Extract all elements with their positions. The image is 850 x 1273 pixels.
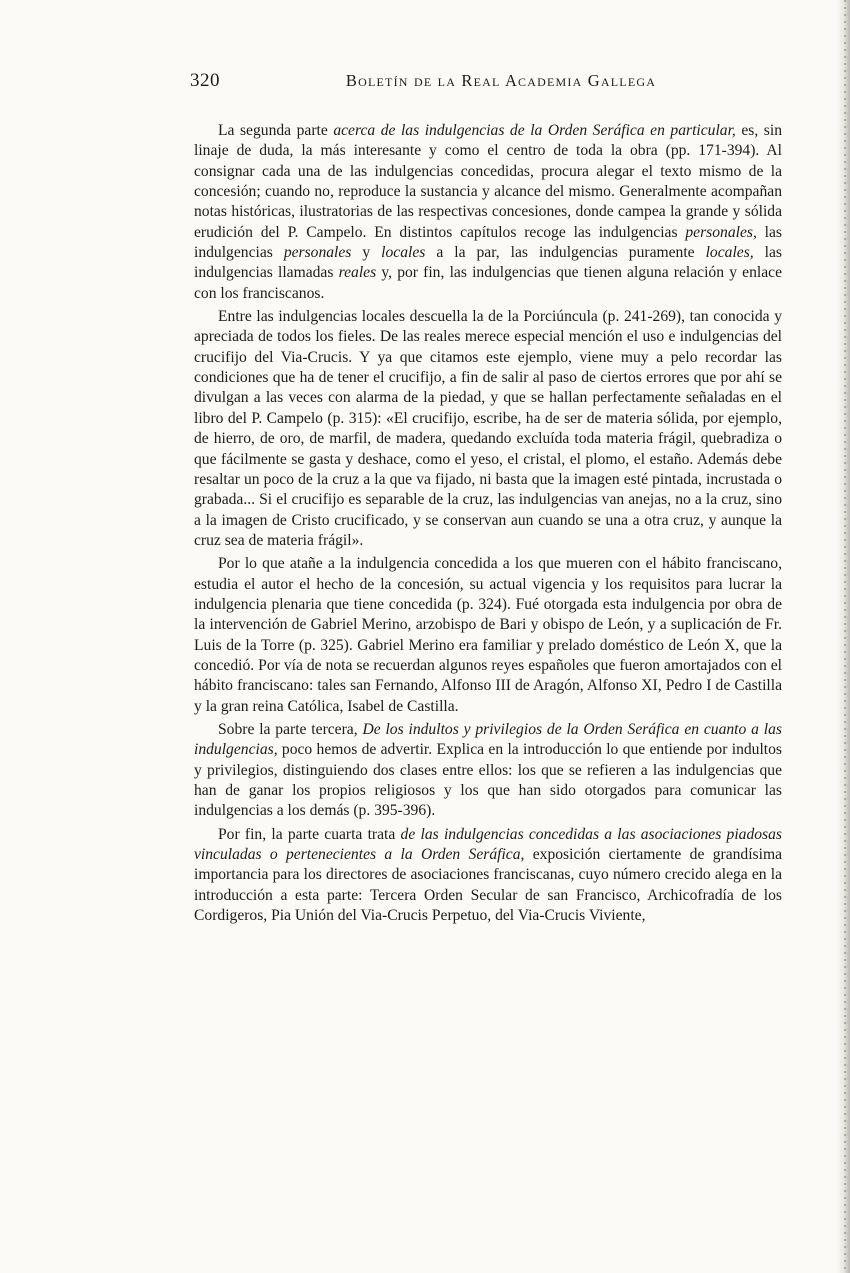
page-edge-shadow [836,0,850,1273]
text-run: Sobre la parte tercera, [218,720,363,738]
italic-run: personales [283,244,352,262]
paragraph-5 [194,825,782,927]
text-run: poco hemos de advertir. Explica en la introducción lo que entiende por indultos y privilegios, distinguiendo dos clases entre ellos: los que se refieren a las indulgencias que han de ganar los propios religiosos y los que han sido otorgados para comunicar las indulgencias a los demás (p. 395-396). [194,741,782,820]
italic-run: locales [381,244,426,262]
text-run: es, sin linaje de duda, la más interesante y como el centro de toda la obra (pp. 171-394). Al consignar cada una de las indulgencias concedidas, procura alegar el texto mismo de la concesión; cuando no, reproduce la sustancia y alcance del mismo. Generalmente acompañan notas históricas, ilustratorias de las respectivas concesiones, donde campea la grande y sólida erudición del P. Campelo. En distintos capítulos recoge las indulgencias [194,122,783,241]
text-run: La segunda parte [218,122,334,139]
italic-run: de las indulgencias concedidas a las asociaciones piadosas vinculadas o pertenecientes a la Orden Seráfica, [194,825,782,864]
text-run: las indulgencias [194,223,782,262]
binding-edge [844,0,846,1273]
page-header [190,70,782,96]
text-run: Por fin, la parte cuarta trata [218,825,401,843]
italic-run: reales [338,264,377,282]
paragraph-2 [194,307,782,551]
italic-run: personales, [685,223,757,241]
paragraph-1 [194,121,782,304]
page-number: 320 [190,70,220,91]
italic-run: locales, [705,244,754,262]
paragraph-3 [194,554,782,717]
italic-run: De los indultos y privilegios de la Orden Seráfica en cuanto a las indulgencias, [194,720,782,759]
text-run: las indulgencias llamadas [194,244,782,282]
text-run: Entre las indulgencias locales descuella la de la Porciúncula (p. 241-269), tan conocida y apreciada de todos los fieles. De las reales merece especial mención el uso e indulgencias del crucifijo del Via-Crucis. Y ya que citamos este ejemplo, viene muy a pelo recordar las condiciones que ha de tener el crucifijo, a fin de salir al paso de ciertos errores que por ahí se divulgan a las veces con alarma de la piedad, y que se hallan perfectamente señaladas en el libro del P. Campelo (p. 315): «El crucifijo, escribe, ha de ser de materia sólida, por ejemplo, de hierro, de oro, de marfil, de madera, quedando excluída toda materia frágil, quebradiza o que fácilmente se gasta y deshace, como el yeso, el cristal, el plomo, el estaño. Además debe resaltar un poco de la cruz a la que va fijado, ni basta que la imagen esté pintada, incrustada o grabada... Si el crucifijo es separable de la cruz, las indulgencias van anejas, no a la cruz, sino a la imagen de Cristo crucificado, y se conservan aun cuando se una a otra cruz, y aunque la cruz sea de materia frágil». [194,308,782,549]
text-run: exposición ciertamente de grandísima importancia para los directores de asociaciones franciscanas, cuyo número crecido alega en la introducción a esta parte: Tercera Orden Secular de san Francisco, Archicofradía de los Cordigeros, Pia Unión del Via-Crucis Perpetuo, del Via-Crucis Viviente, [194,846,783,925]
body-text [194,121,782,926]
text-run: y [351,244,382,262]
text-run: Por lo que atañe a la indulgencia concedida a los que mueren con el hábito franciscano, estudia el autor el hecho de la concesión, su actual vigencia y los requisitos para lucrar la indulgencia plenaria que tiene concedida (p. 324). Fué otorgada esta indulgencia por obra de la intervención de Gabriel Merino, arzobispo de Bari y obispo de León, y a suplicación de Fr. Luis de la Torre (p. 325). Gabriel Merino era familiar y prelado doméstico de León X, que la concedió. Por vía de nota se recuerdan algunos reyes españoles que fueron amortajados con el hábito franciscano: tales san Fernando, Alfonso III de Aragón, Alfonso XI, Pedro I de Castilla y la gran reina Católica, Isabel de Castilla. [194,555,782,715]
italic-run: acerca de las indulgencias de la Orden Seráfica en particular, [333,122,736,139]
running-title: Boletín de la Real Academia Gallega [345,71,657,90]
text-run: y, por fin, las indulgencias que tienen alguna relación y enlace con los franciscanos. [194,264,782,302]
paragraph-4 [194,720,782,822]
text-run: a la par, las indulgencias puramente [425,244,706,262]
